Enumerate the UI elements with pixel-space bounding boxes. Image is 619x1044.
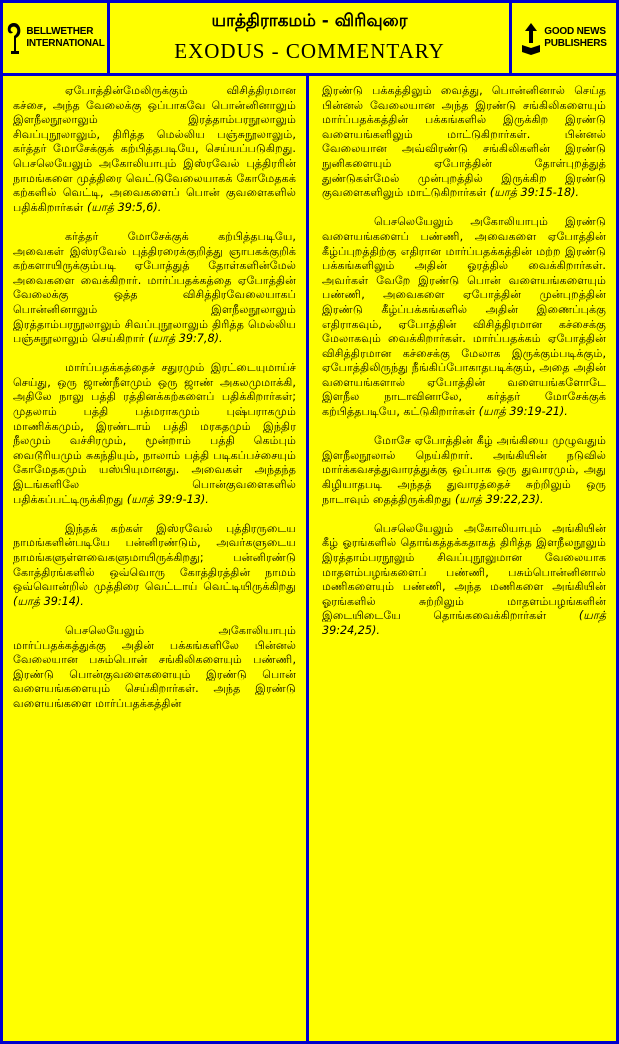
ram-icon (5, 21, 23, 55)
left-column (3, 76, 309, 1041)
title-english: EXODUS - COMMENTARY (174, 39, 445, 63)
paragraph (13, 624, 296, 712)
verse-reference: (யாத் 39:22,23). (454, 492, 544, 506)
verse-reference: (யாத் 39:9-13). (126, 492, 209, 506)
paragraph-text: கர்த்தர் மோசேக்குக் கற்பித்தபடியே, அவைகள் இஸ்ரவேல் புத்திரரைக்குறித்து ஞாபகக்குறிக் கற்களாயிருக்கும்படி ஏபோத்துத் தோள்களின்மேல் அவைகளை வைக்கிறார். மார்ப்பதக்கத்தை ஏபோத்தின் வேலைக்கு ஒத்த விசித்திரவேலையாகப் பொன்னினாலும் இளநீலநூலாலும் இரத்தாம்பரநூலாலும் சிவப்புநூலாலும் திரித்த மெல்லிய பஞ்சுநூலாலும் செய்கிறார் (13, 229, 296, 346)
verse-reference: (யாத் 39:14). (13, 594, 84, 608)
paragraph-text: ஏபோத்தின்மேலிருக்கும் விசித்திரமான கச்சை, அந்த வேலைக்கு ஒப்பாகவே பொன்னினாலும் இளநீலநூலாலும் இரத்தாம்பரநூலாலும் சிவப்புநூலாலும், திரித்த மெல்லிய பஞ்சுநூலாலும், கர்த்தர் மோசேக்குக் கற்பித்தபடியே, செய்யப்படுகிறது. பெசலெயேலும் அகோலியாபும் இஸ்ரவேல் புத்திரரின் நாமங்களை முத்திரை வெட்டுவேலையாகக் கோமேதகக் கற்களில் வெட்டி, அவைகளைப் பொன் குவளைகளில் பதிக்கிறார்கள் (13, 84, 296, 214)
paragraph (322, 215, 606, 419)
paragraph (322, 522, 606, 639)
paragraph (13, 361, 296, 507)
good-news-line2: PUBLISHERS (544, 38, 607, 49)
paragraph (322, 434, 606, 507)
paragraph-text: பெசலெயேலும் அகோலியாபும் மார்ப்பதக்கத்துக்கு அதின் பக்கங்களிலே பின்னல் வேலையான பசும்பொன் சங்கிலிகளையும் பண்ணி, இரண்டு பொன்குவளைகளையும் இரண்டு பொன் வளையங்களையும் செய்கிறார்கள். அந்த இரண்டு வளையங்களை மார்ப்பதக்கத்தின் (13, 623, 296, 710)
paragraph-text: மார்ப்பதக்கத்தைச் சதுரமும் இரட்டையுமாய்ச் செய்து, ஒரு ஜாண்நீளமும் ஒரு ஜாண் அகலமுமாக்கி, அதிலே நாலு பத்தி ரத்தினக்கற்களைப் பதிக்கிறார்கள்; முதலாம் பத்தி பத்மராகமும் புஷ்பராகமும் மாணிக்கமும், இரண்டாம் பத்தி மரகதமும் இந்திர நீலமும் வச்சிரமும், மூன்றாம் பத்தி கெம்பும் வைடூரியமும் சுகந்தியும், நாலாம் பத்தி படிகப்பச்சையும் கோமேதகமும் யஸ்பியுமானது. அவைகள் அந்தந்த இடங்களிலே பொன்குவளைகளில் பதிக்கப்பட்டிருக்கிறது (13, 361, 296, 506)
right-column (312, 76, 616, 1041)
paragraph-text: இரண்டு பக்கத்திலும் வைத்து, பொன்னினால் செய்த பின்னல் வேலையான அந்த இரண்டு சங்கிலிகளையும் மார்ப்பதக்கத்தின் பக்கங்களில் இருக்கிற இரண்டு வளையங்களிலும் மாட்டுகிறார்கள். பின்னல் வேலையான அவ்விரண்டு சங்கிலிகளின் இரண்டு நுனிகளையும் ஏபோத்தின் தோள்புறத்துத் துண்டுகள்மேல் முன்புறத்தில் இருக்கிற இரண்டு குவளைகளிலும் மாட்டுகிறார்கள் (322, 84, 606, 200)
bellwether-line1: BELLWETHER (26, 26, 94, 37)
paragraph (13, 230, 296, 347)
paragraph-text: இந்தக் கற்கள் இஸ்ரவேல் புத்திரருடைய நாமங்களின்படியே பன்னிரண்டும், அவர்களுடைய நாமங்களுள்ளவைகளுமாயிருக்கிறது; பன்னிரண்டு கோத்திரங்களில் ஒவ்வொரு கோத்திரத்தின் நாமம் ஒவ்வொன்றில் முத்திரை வெட்டாய் வெட்டியிருக்கிறது (13, 521, 296, 594)
bellwether-logo (3, 3, 110, 73)
paragraph-text: பெசலெயேலும் அகோலியாபும் அங்கியின் கீழ் ஓரங்களில் தொங்கத்தக்கதாகத் திரித்த இளநீலநூலும் இரத்தாம்பரநூலும் சிவப்புநூலுமான வேலையாக மாதளம்பழங்களைப் பண்ணி, பசும்பொன்னினால் மணிகளையும் பண்ணி, அந்த மணிகளை அங்கியின் ஓரங்களில் சுற்றிலும் மாதளம்பழங்களின் இடையிடையே தொங்கவைக்கிறார்கள் (322, 521, 606, 623)
bellwether-line2: INTERNATIONAL (26, 38, 105, 49)
paragraph (13, 84, 296, 215)
verse-reference: (யாத் 39:15-18). (489, 186, 579, 200)
book-icon (521, 21, 541, 55)
title-block (110, 3, 509, 73)
verse-reference: (யாத் 39:24,25). (322, 609, 606, 637)
paragraph (13, 522, 296, 610)
header (0, 0, 619, 76)
verse-reference: (யாத் 39:5,6). (86, 200, 162, 214)
verse-reference: (யாத் 39:7,8). (148, 332, 223, 346)
paragraph-text: பெசலெயேலும் அகோலியாபும் இரண்டு வளையங்களைப் பண்ணி, அவைகளை ஏபோத்தின் கீழ்ப்புறத்திற்கு எதிரான மார்ப்பதக்கத்தின் மற்ற இரண்டு பக்கங்களிலும் அதின் ஓரத்தில் வைக்கிறார்கள். அவர்கள் வேறே இரண்டு பொன் வளையங்களையும் பண்ணி, அவைகளை ஏபோத்தின் முன்புறத்தின் இரண்டு கீழ்ப்பக்கங்களில் அதின் இணைப்புக்கு எதிராகவும், ஏபோத்தின் விசித்திரமான கச்சைக்கு மேலாகவும் வைக்கிறார்கள். மார்ப்பதக்கம் ஏபோத்தின் விசித்திரமான கச்சைக்கு மேலாக இருக்கும்படிக்கும், ஏபோத்திலிருந்து நீங்கிப்போகாதபடிக்கும், அதை அதின் வளையங்களால் ஏபோத்தின் வளையங்களோடே இளநீல நாடாவினாலே, கர்த்தர் மோசேக்குக் கற்பித்தபடியே, கட்டுகிறார்கள் (322, 215, 606, 419)
paragraph-text: மோசே ஏபோத்தின் கீழ் அங்கியை முழுவதும் இளநீலநூலால் நெய்கிறார். அங்கியின் நடுவில் மார்க்கவசத்துவாரத்துக்கு ஒப்பாக ஒரு துவாரமும், அது கிழியாதபடி அந்தத் துவாரத்தைச் சுற்றிலும் ஒரு நாடாவும் தைத்திருக்கிறது (322, 434, 606, 506)
good-news-line1: GOOD NEWS (544, 26, 606, 37)
commentary-body (0, 76, 619, 1044)
good-news-logo (509, 3, 616, 73)
title-tamil: யாத்திராகமம் - விரிவுரை (211, 11, 408, 31)
verse-reference: (யாத் 39:19-21). (478, 405, 568, 419)
paragraph (322, 84, 606, 201)
